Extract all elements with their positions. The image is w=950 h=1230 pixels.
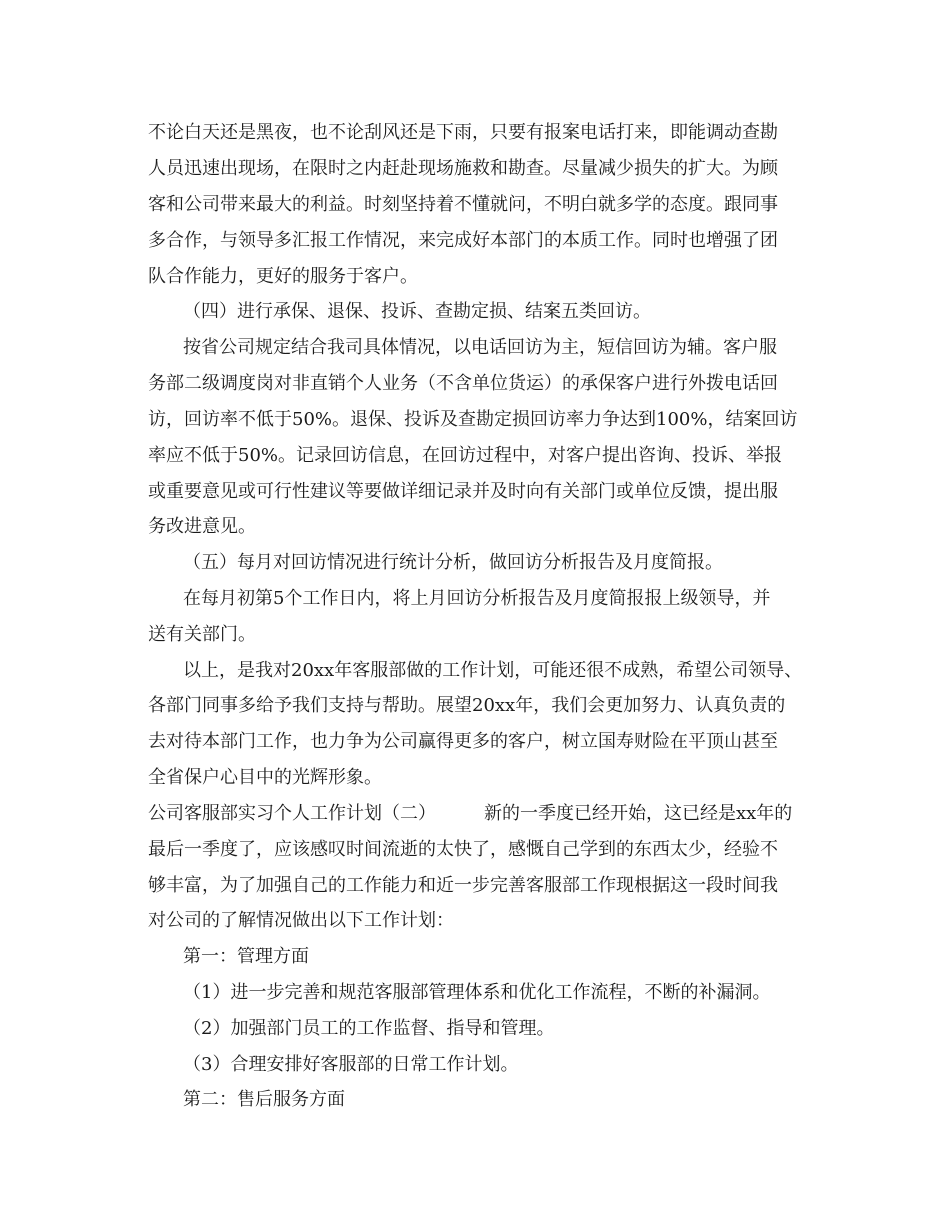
- paragraph-line: 不论白天还是黑夜，也不论刮风还是下雨，只要有报案电话打来，即能调动查勘: [148, 122, 778, 143]
- plan-item: （2）加强部门员工的工作监督、指导和管理。: [183, 1018, 555, 1039]
- subheading-four: （四）进行承保、退保、投诉、查勘定损、结案五类回访。: [183, 301, 651, 322]
- subheading-five: （五）每月对回访情况进行统计分析，做回访分析报告及月度简报。: [183, 552, 723, 573]
- section-title-line: [148, 803, 792, 825]
- plan-item: （3）合理安排好客服部的日常工作计划。: [183, 1054, 519, 1075]
- paragraph-line: 送有关部门。: [148, 624, 256, 645]
- paragraph-line: 对公司的了解情况做出以下工作计划：: [148, 910, 454, 931]
- paragraph-line: 客和公司带来最大的利益。时刻坚持着不懂就问，不明白就多学的态度。跟同事: [148, 194, 778, 215]
- paragraph-line: 全省保户心目中的光辉形象。: [148, 767, 382, 788]
- paragraph-line: 访，回访率不低于50%。退保、投诉及查勘定损回访率力争达到100%，结案回访: [148, 409, 798, 430]
- paragraph-line: 多合作，与领导多汇报工作情况，来完成好本部门的本质工作。同时也增强了团: [148, 230, 778, 251]
- paragraph-line: 在每月初第5个工作日内，将上月回访分析报告及月度简报报上级领导，并: [183, 588, 771, 609]
- plan-item: （1）进一步完善和规范客服部管理体系和优化工作流程，不断的补漏洞。: [183, 982, 771, 1003]
- section-intro-start: 新的一季度已经开始，这已经是xx年的: [484, 803, 793, 824]
- paragraph-line: 队合作能力，更好的服务于客户。: [148, 266, 418, 287]
- section-title: 公司客服部实习个人工作计划（二）: [148, 803, 436, 824]
- paragraph-line: 以上，是我对20xx年客服部做的工作计划，可能还很不成熟，希望公司领导、: [183, 660, 803, 681]
- paragraph-line: 人员迅速出现场，在限时之内赶赴现场施救和勘查。尽量减少损失的扩大。为顾: [148, 158, 778, 179]
- paragraph-line: 务部二级调度岗对非直销个人业务（不含单位货运）的承保客户进行外拨电话回: [148, 373, 778, 394]
- paragraph-line: 务改进意见。: [148, 516, 256, 537]
- paragraph-line: 各部门同事多给予我们支持与帮助。展望20xx年，我们会更加努力、认真负责的: [148, 695, 786, 716]
- plan-heading-management: 第一：管理方面: [183, 946, 309, 967]
- paragraph-line: 率应不低于50%。记录回访信息，在回访过程中，对客户提出咨询、投诉、举报: [148, 445, 783, 466]
- paragraph-line: 去对待本部门工作，也力争为公司赢得更多的客户，树立国寿财险在平顶山甚至: [148, 731, 778, 752]
- paragraph-line: 最后一季度了，应该感叹时间流逝的太快了，感慨自己学到的东西太少，经验不: [148, 839, 778, 860]
- paragraph-line: 够丰富，为了加强自己的工作能力和近一步完善客服部工作现根据这一段时间我: [148, 875, 778, 896]
- paragraph-line: 按省公司规定结合我司具体情况，以电话回访为主，短信回访为辅。客户服: [183, 337, 777, 358]
- paragraph-line: 或重要意见或可行性建议等要做详细记录并及时向有关部门或单位反馈，提出服: [148, 481, 778, 502]
- plan-heading-after-sales: 第二：售后服务方面: [183, 1089, 345, 1110]
